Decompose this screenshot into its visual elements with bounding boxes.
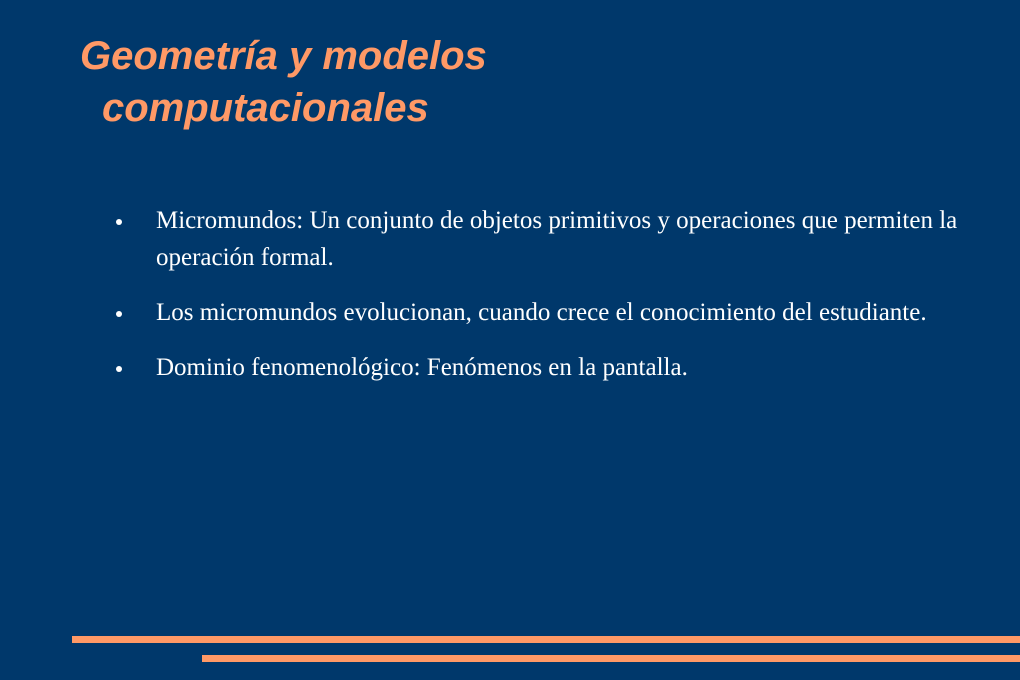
slide-title-line-1: Geometría y modelos <box>80 34 487 78</box>
bullet-text: Micromundos: Un conjunto de objetos primitivos y operaciones que permiten la operación formal. <box>156 207 958 271</box>
slide-title <box>80 30 980 134</box>
bullet-text: Los micromundos evolucionan, cuando crece el conocimiento del estudiante. <box>156 299 927 326</box>
decorative-rule-top <box>72 636 1020 643</box>
bullet-text: Dominio fenomenológico: Fenómenos en la pantalla. <box>156 354 688 381</box>
bullet-dot-icon <box>116 311 122 317</box>
decorative-rule-bottom <box>202 655 1020 662</box>
bullet-item <box>110 202 970 276</box>
bullet-list <box>110 202 970 404</box>
bullet-item <box>110 294 970 331</box>
bullet-item <box>110 349 970 386</box>
bullet-dot-icon <box>116 219 122 225</box>
slide-title-line-2: computacionales <box>102 86 429 130</box>
bullet-dot-icon <box>116 366 122 372</box>
